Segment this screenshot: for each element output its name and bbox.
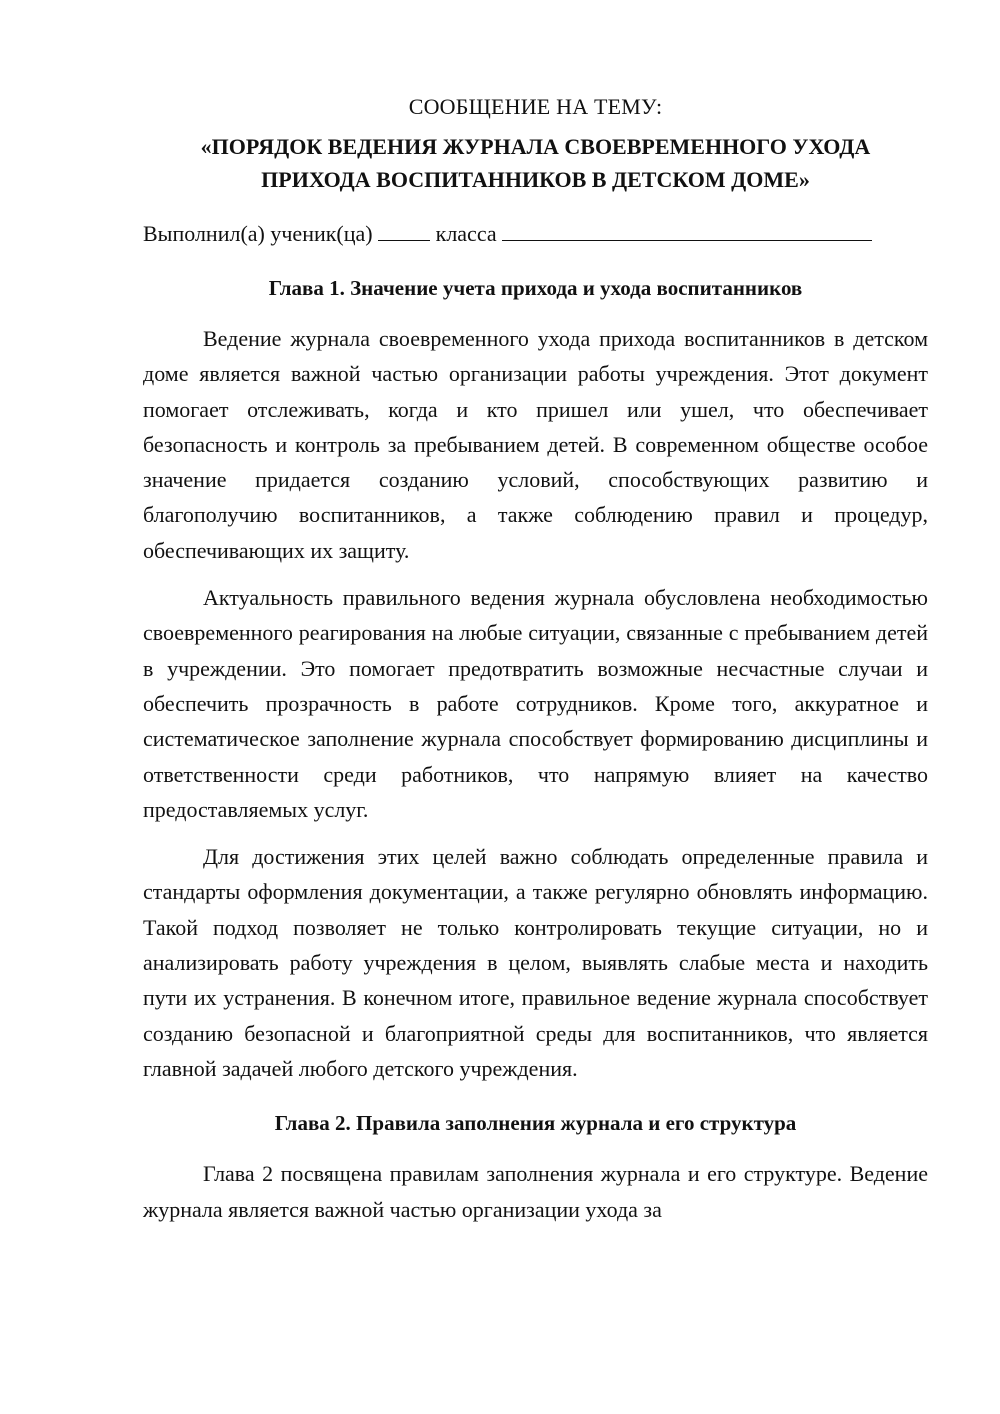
student-name-blank — [502, 218, 872, 241]
topic-heading: СООБЩЕНИЕ НА ТЕМУ: — [408, 94, 663, 119]
chapter-1-paragraph-3: Для достижения этих целей важно соблюдать определенные правила и стандарты оформления документации, а также регулярно обновлять информацию. Такой подход позволяет не только контролировать текущие ситуации, но и анализировать работу учреждения в целом, выявлять слабые места и находить пути их устранения. В конечном итоге, правильное ведение журнала способствует созданию безопасной и благоприятной среды для воспитанников, что является главной задачей любого детского учреждения. — [143, 844, 928, 1081]
author-line — [143, 218, 928, 249]
author-prefix: Выполнил(а) ученик(ца) — [143, 221, 373, 246]
author-class-label: класса — [435, 221, 497, 246]
document-content — [143, 92, 928, 1239]
title-line-2: ПРИХОДА ВОСПИТАННИКОВ В ДЕТСКОМ ДОМЕ» — [261, 167, 810, 192]
chapter-2-paragraph-1: Глава 2 посвящена правилам заполнения журнала и его структуре. Ведение журнала является важной частью организации ухода за — [143, 1161, 928, 1222]
chapter-1-heading: Глава 1. Значение учета прихода и ухода воспитанников — [268, 276, 803, 300]
chapter-2-heading: Глава 2. Правила заполнения журнала и его структура — [274, 1111, 797, 1136]
chapter-1-paragraph-1: Ведение журнала своевременного ухода прихода воспитанников в детском доме является важной частью организации работы учреждения. Этот документ помогает отслеживать, когда и кто пришел или ушел, что обеспечивает безопасность и контроль за пребыванием детей. В современном обществе особое значение придается созданию условий, способствующих развитию и благополучию воспитанников, а также соблюдению правил и процедур, обеспечивающих их защиту. — [143, 326, 928, 563]
document-title — [143, 130, 928, 196]
title-line-1: «ПОРЯДОК ВЕДЕНИЯ ЖУРНАЛА СВОЕВРЕМЕННОГО УХОДА — [200, 134, 871, 159]
class-number-blank — [378, 218, 430, 241]
chapter-1-paragraph-2: Актуальность правильного ведения журнала обусловлена необходимостью своевременного реагирования на любые ситуации, связанные с пребыванием детей в учреждении. Это помогает предотвратить возможные несчастные случаи и обеспечить прозрачность в работе сотрудников. Кроме того, аккуратное и систематическое заполнение журнала способствует формированию дисциплины и ответственности среди работников, что напрямую влияет на качество предоставляемых услуг. — [143, 585, 928, 822]
